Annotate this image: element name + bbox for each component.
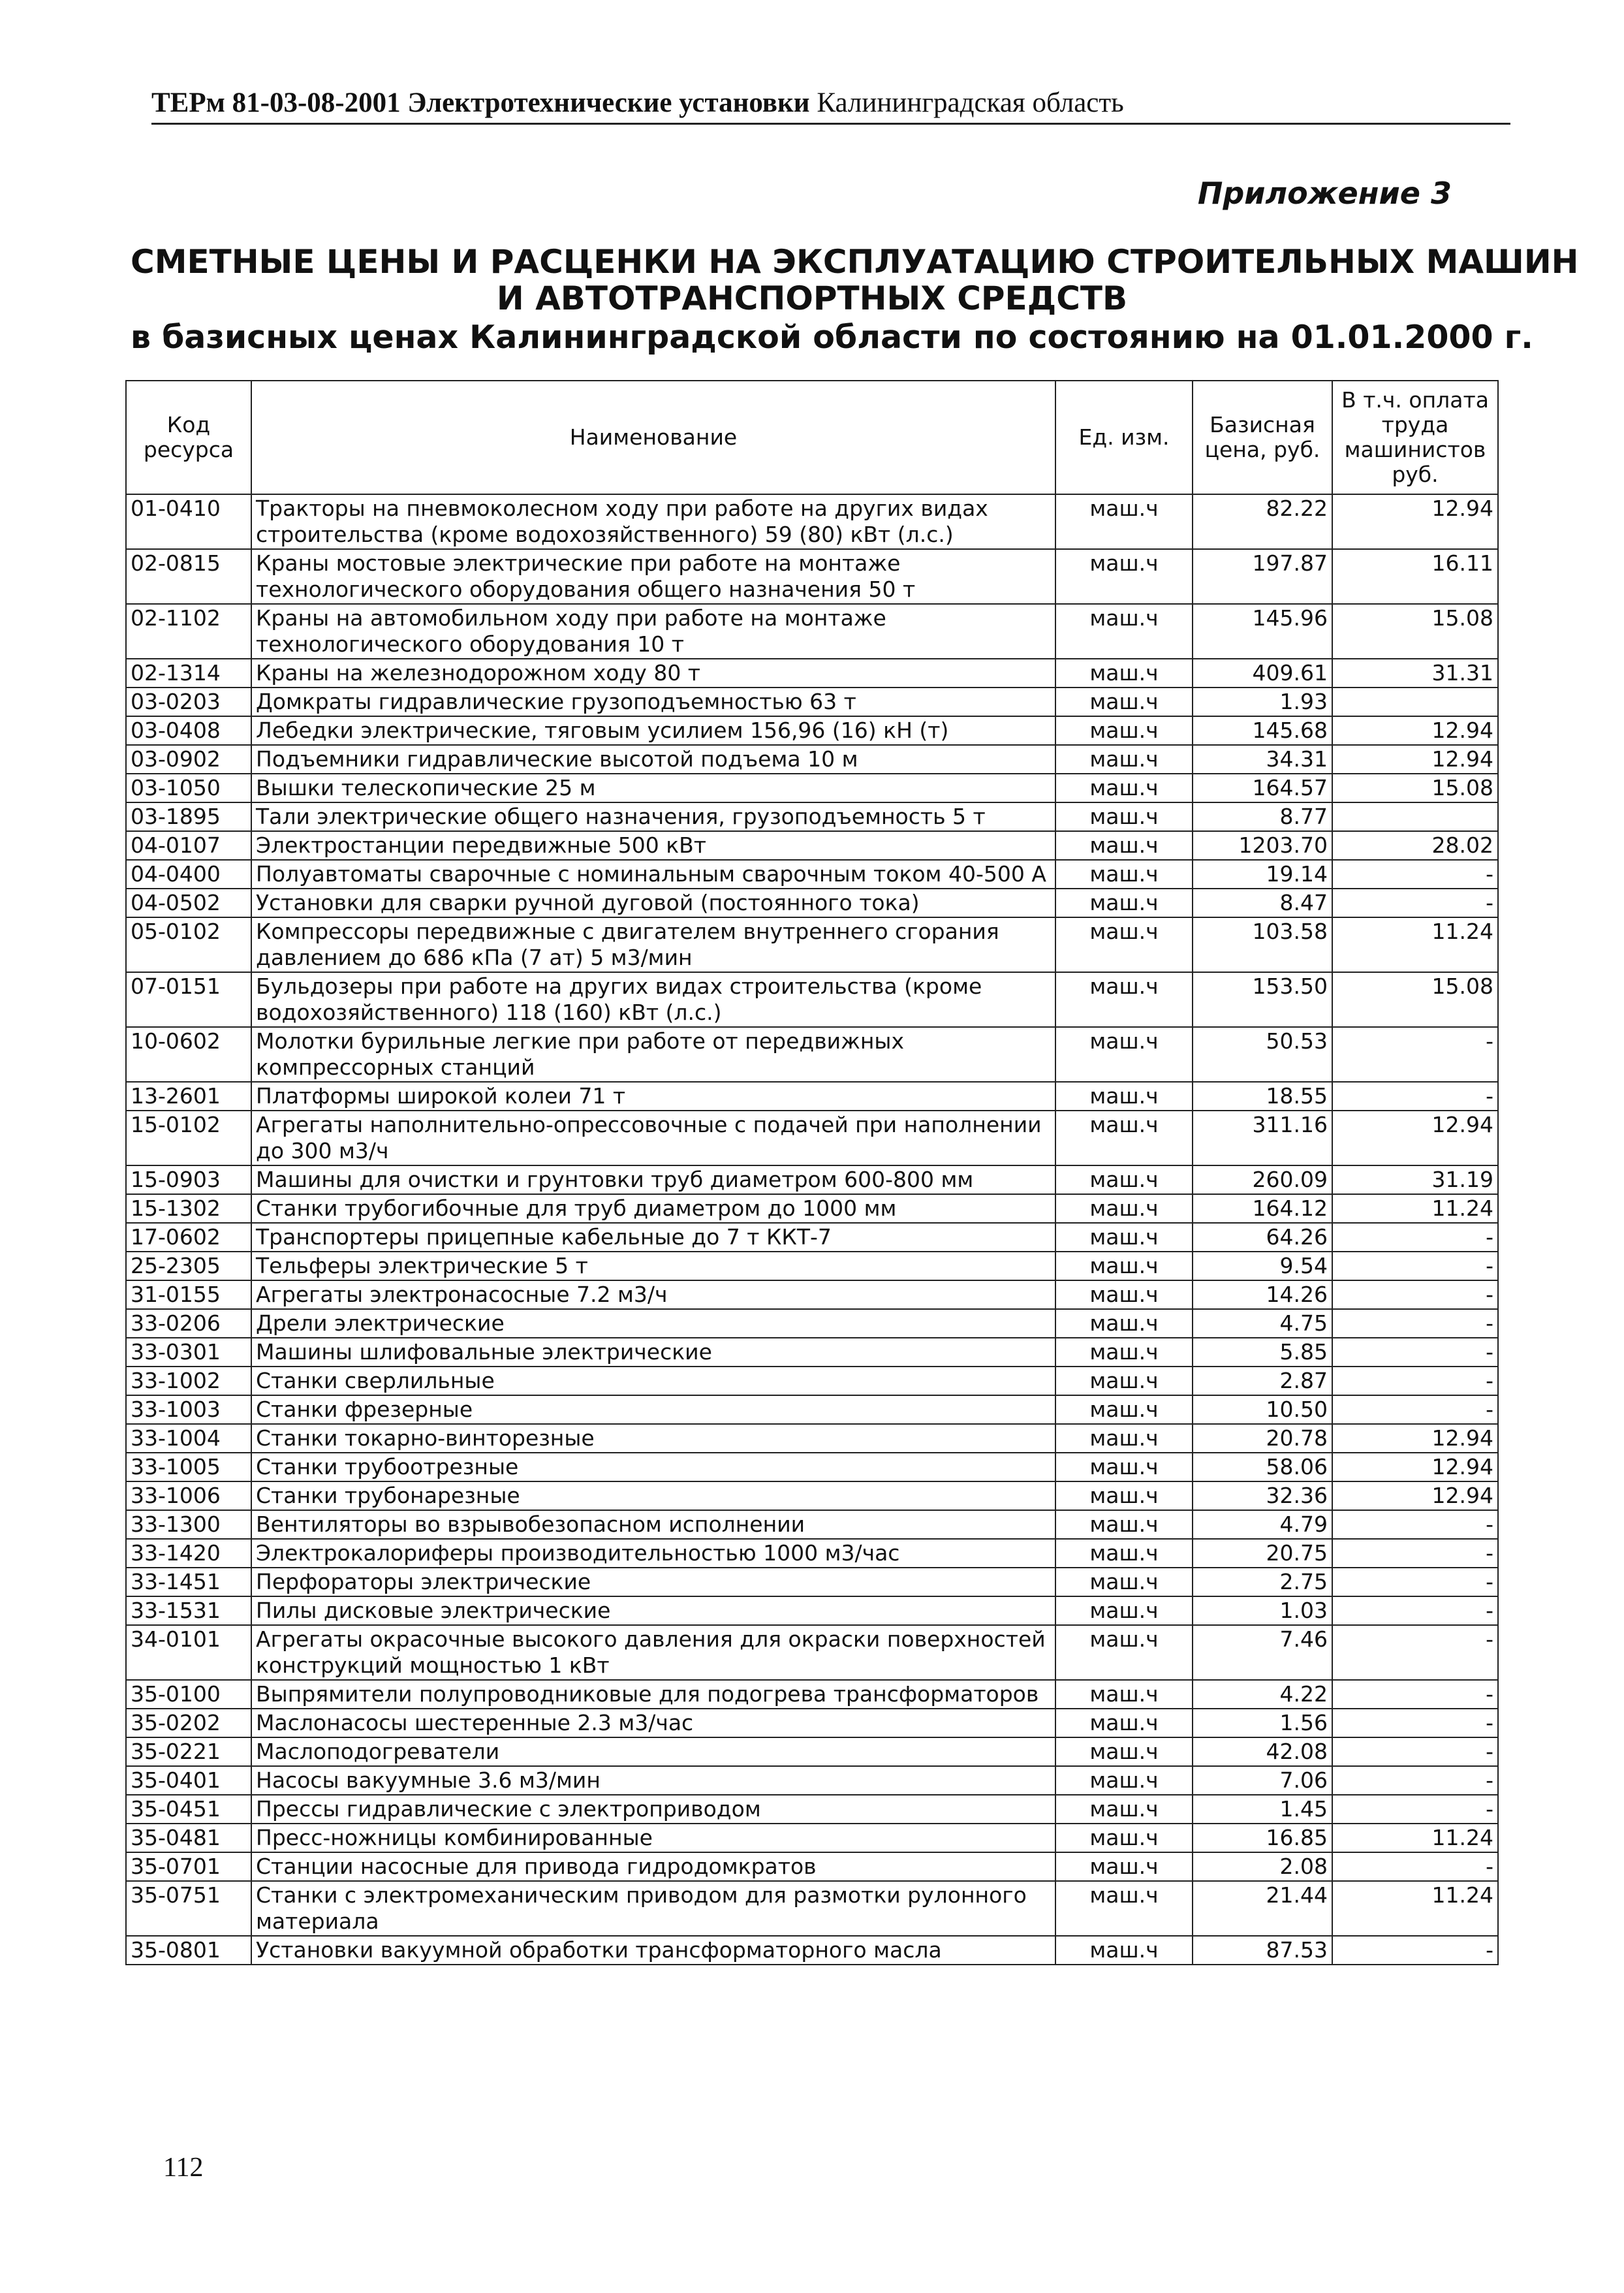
resource-code: 15-0903 bbox=[126, 1165, 251, 1194]
resource-name: Краны на автомобильном ходу при работе на монтаже технологического оборудования 10 т bbox=[251, 604, 1055, 659]
resource-code: 02-1314 bbox=[126, 659, 251, 688]
unit-of-measure: маш.ч bbox=[1055, 1280, 1193, 1309]
table-row bbox=[126, 745, 1498, 774]
table-row bbox=[126, 972, 1498, 1027]
resource-name: Электростанции передвижные 500 кВт bbox=[251, 831, 1055, 860]
operator-labor-cost: 12.94 bbox=[1332, 745, 1498, 774]
resource-code: 35-0100 bbox=[126, 1680, 251, 1709]
base-price: 58.06 bbox=[1193, 1453, 1332, 1481]
header-region: Калининградская область bbox=[817, 87, 1124, 118]
operator-labor-cost: - bbox=[1332, 1280, 1498, 1309]
resource-code: 05-0102 bbox=[126, 917, 251, 972]
base-price: 50.53 bbox=[1193, 1027, 1332, 1082]
operator-labor-cost: - bbox=[1332, 1709, 1498, 1737]
operator-labor-cost: - bbox=[1332, 1766, 1498, 1795]
operator-labor-cost: - bbox=[1332, 1680, 1498, 1709]
unit-of-measure: маш.ч bbox=[1055, 860, 1193, 889]
resource-code: 04-0107 bbox=[126, 831, 251, 860]
operator-labor-cost: - bbox=[1332, 1737, 1498, 1766]
unit-of-measure: маш.ч bbox=[1055, 745, 1193, 774]
resource-code: 33-1300 bbox=[126, 1510, 251, 1539]
resource-code: 01-0410 bbox=[126, 494, 251, 549]
resource-code: 04-0502 bbox=[126, 889, 251, 917]
resource-name: Прессы гидравлические с электроприводом bbox=[251, 1795, 1055, 1824]
base-price: 1.93 bbox=[1193, 688, 1332, 716]
table-body bbox=[126, 494, 1498, 1965]
unit-of-measure: маш.ч bbox=[1055, 1539, 1193, 1568]
operator-labor-cost: 12.94 bbox=[1332, 494, 1498, 549]
table-row bbox=[126, 1223, 1498, 1252]
base-price: 8.77 bbox=[1193, 802, 1332, 831]
base-price: 409.61 bbox=[1193, 659, 1332, 688]
resource-name: Агрегаты электронасосные 7.2 м3/ч bbox=[251, 1280, 1055, 1309]
resource-name: Выпрямители полупроводниковые для подогрева трансформаторов bbox=[251, 1680, 1055, 1709]
unit-of-measure: маш.ч bbox=[1055, 604, 1193, 659]
table-row bbox=[126, 494, 1498, 549]
operator-labor-cost: - bbox=[1332, 1936, 1498, 1965]
operator-labor-cost: - bbox=[1332, 1395, 1498, 1424]
resource-code: 07-0151 bbox=[126, 972, 251, 1027]
table-row bbox=[126, 1881, 1498, 1936]
base-price: 20.78 bbox=[1193, 1424, 1332, 1453]
resource-name: Станки сверлильные bbox=[251, 1367, 1055, 1395]
machine-rates-table bbox=[125, 380, 1499, 1965]
base-price: 1.45 bbox=[1193, 1795, 1332, 1824]
resource-code: 15-1302 bbox=[126, 1194, 251, 1223]
operator-labor-cost: - bbox=[1332, 1309, 1498, 1338]
resource-name: Домкраты гидравлические грузоподъемностью 63 т bbox=[251, 688, 1055, 716]
unit-of-measure: маш.ч bbox=[1055, 716, 1193, 745]
resource-name: Подъемники гидравлические высотой подъема 10 м bbox=[251, 745, 1055, 774]
table-row bbox=[126, 831, 1498, 860]
unit-of-measure: маш.ч bbox=[1055, 1881, 1193, 1936]
base-price: 20.75 bbox=[1193, 1539, 1332, 1568]
unit-of-measure: маш.ч bbox=[1055, 1852, 1193, 1881]
unit-of-measure: маш.ч bbox=[1055, 1194, 1193, 1223]
resource-code: 34-0101 bbox=[126, 1625, 251, 1680]
operator-labor-cost bbox=[1332, 688, 1498, 716]
resource-name: Агрегаты наполнительно-опрессовочные с подачей при наполнении до 300 м3/ч bbox=[251, 1111, 1055, 1165]
resource-name: Установки для сварки ручной дуговой (постоянного тока) bbox=[251, 889, 1055, 917]
unit-of-measure: маш.ч bbox=[1055, 1766, 1193, 1795]
resource-code: 31-0155 bbox=[126, 1280, 251, 1309]
unit-of-measure: маш.ч bbox=[1055, 1367, 1193, 1395]
table-row bbox=[126, 1824, 1498, 1852]
table-row bbox=[126, 1111, 1498, 1165]
unit-of-measure: маш.ч bbox=[1055, 1424, 1193, 1453]
base-price: 145.68 bbox=[1193, 716, 1332, 745]
table-row bbox=[126, 1082, 1498, 1111]
table-header-row bbox=[126, 381, 1498, 494]
header-code: Код ресурса bbox=[126, 381, 251, 494]
resource-code: 35-0481 bbox=[126, 1824, 251, 1852]
base-price: 153.50 bbox=[1193, 972, 1332, 1027]
resource-code: 03-0203 bbox=[126, 688, 251, 716]
table-row bbox=[126, 1510, 1498, 1539]
resource-code: 03-0902 bbox=[126, 745, 251, 774]
table-row bbox=[126, 549, 1498, 604]
operator-labor-cost: 11.24 bbox=[1332, 1881, 1498, 1936]
resource-code: 33-1005 bbox=[126, 1453, 251, 1481]
operator-labor-cost: 15.08 bbox=[1332, 604, 1498, 659]
resource-code: 33-1002 bbox=[126, 1367, 251, 1395]
resource-name: Краны на железнодорожном ходу 80 т bbox=[251, 659, 1055, 688]
operator-labor-cost: - bbox=[1332, 1596, 1498, 1625]
resource-code: 33-1003 bbox=[126, 1395, 251, 1424]
resource-name: Краны мостовые электрические при работе на монтаже технологического оборудования общего назначения 50 т bbox=[251, 549, 1055, 604]
appendix-label: Приложение 3 bbox=[1197, 176, 1452, 211]
operator-labor-cost: - bbox=[1332, 1082, 1498, 1111]
base-price: 311.16 bbox=[1193, 1111, 1332, 1165]
resource-code: 33-0301 bbox=[126, 1338, 251, 1367]
unit-of-measure: маш.ч bbox=[1055, 1824, 1193, 1852]
table-row bbox=[126, 1795, 1498, 1824]
unit-of-measure: маш.ч bbox=[1055, 1709, 1193, 1737]
table-row bbox=[126, 889, 1498, 917]
operator-labor-cost: 12.94 bbox=[1332, 1481, 1498, 1510]
resource-code: 04-0400 bbox=[126, 860, 251, 889]
base-price: 4.75 bbox=[1193, 1309, 1332, 1338]
resource-name: Станки токарно-винторезные bbox=[251, 1424, 1055, 1453]
operator-labor-cost: 12.94 bbox=[1332, 1111, 1498, 1165]
operator-labor-cost: 31.19 bbox=[1332, 1165, 1498, 1194]
title-line-3: в базисных ценах Калининградской области по состоянию на 01.01.2000 г. bbox=[131, 319, 1533, 356]
base-price: 103.58 bbox=[1193, 917, 1332, 972]
table-row bbox=[126, 659, 1498, 688]
header-unit: Ед. изм. bbox=[1055, 381, 1193, 494]
operator-labor-cost: - bbox=[1332, 1367, 1498, 1395]
unit-of-measure: маш.ч bbox=[1055, 831, 1193, 860]
resource-name: Лебедки электрические, тяговым усилием 156,96 (16) кН (т) bbox=[251, 716, 1055, 745]
header-doc-code: ТЕРм 81-03-08-2001 Электротехнические установки bbox=[151, 87, 810, 118]
resource-name: Вентиляторы во взрывобезопасном исполнении bbox=[251, 1510, 1055, 1539]
operator-labor-cost: 28.02 bbox=[1332, 831, 1498, 860]
operator-labor-cost: 12.94 bbox=[1332, 1453, 1498, 1481]
resource-name: Компрессоры передвижные с двигателем внутреннего сгорания давлением до 686 кПа (7 ат) 5 м3/мин bbox=[251, 917, 1055, 972]
base-price: 16.85 bbox=[1193, 1824, 1332, 1852]
unit-of-measure: маш.ч bbox=[1055, 1395, 1193, 1424]
resource-name: Станки трубогибочные для труб диаметром до 1000 мм bbox=[251, 1194, 1055, 1223]
table-row bbox=[126, 1338, 1498, 1367]
header-name: Наименование bbox=[251, 381, 1055, 494]
table-row bbox=[126, 1367, 1498, 1395]
operator-labor-cost: 15.08 bbox=[1332, 972, 1498, 1027]
resource-name: Транспортеры прицепные кабельные до 7 т ККТ-7 bbox=[251, 1223, 1055, 1252]
operator-labor-cost: - bbox=[1332, 1539, 1498, 1568]
table-row bbox=[126, 1766, 1498, 1795]
operator-labor-cost: 11.24 bbox=[1332, 1194, 1498, 1223]
resource-code: 33-1420 bbox=[126, 1539, 251, 1568]
header-price: Базисная цена, руб. bbox=[1193, 381, 1332, 494]
table-row bbox=[126, 1625, 1498, 1680]
unit-of-measure: маш.ч bbox=[1055, 1223, 1193, 1252]
unit-of-measure: маш.ч bbox=[1055, 1510, 1193, 1539]
table-row bbox=[126, 604, 1498, 659]
base-price: 2.87 bbox=[1193, 1367, 1332, 1395]
table-row bbox=[126, 1395, 1498, 1424]
base-price: 7.06 bbox=[1193, 1766, 1332, 1795]
base-price: 4.79 bbox=[1193, 1510, 1332, 1539]
operator-labor-cost: - bbox=[1332, 1568, 1498, 1596]
table-row bbox=[126, 1309, 1498, 1338]
resource-name: Пилы дисковые электрические bbox=[251, 1596, 1055, 1625]
operator-labor-cost: - bbox=[1332, 1338, 1498, 1367]
unit-of-measure: маш.ч bbox=[1055, 549, 1193, 604]
resource-name: Перфораторы электрические bbox=[251, 1568, 1055, 1596]
unit-of-measure: маш.ч bbox=[1055, 659, 1193, 688]
table-row bbox=[126, 1424, 1498, 1453]
unit-of-measure: маш.ч bbox=[1055, 1309, 1193, 1338]
header-labor: В т.ч. оплата труда машинистов руб. bbox=[1332, 381, 1498, 494]
resource-code: 02-1102 bbox=[126, 604, 251, 659]
base-price: 164.12 bbox=[1193, 1194, 1332, 1223]
table-row bbox=[126, 1539, 1498, 1568]
resource-name: Тельферы электрические 5 т bbox=[251, 1252, 1055, 1280]
unit-of-measure: маш.ч bbox=[1055, 1625, 1193, 1680]
operator-labor-cost bbox=[1332, 802, 1498, 831]
operator-labor-cost: - bbox=[1332, 1027, 1498, 1082]
resource-name: Агрегаты окрасочные высокого давления для окраски поверхностей конструкций мощностью 1 кВт bbox=[251, 1625, 1055, 1680]
running-header bbox=[151, 86, 1510, 125]
operator-labor-cost: 15.08 bbox=[1332, 774, 1498, 802]
operator-labor-cost: - bbox=[1332, 1625, 1498, 1680]
resource-code: 10-0602 bbox=[126, 1027, 251, 1082]
resource-name: Тали электрические общего назначения, грузоподъемность 5 т bbox=[251, 802, 1055, 831]
resource-code: 25-2305 bbox=[126, 1252, 251, 1280]
table-row bbox=[126, 1596, 1498, 1625]
resource-name: Машины для очистки и грунтовки труб диаметром 600-800 мм bbox=[251, 1165, 1055, 1194]
unit-of-measure: маш.ч bbox=[1055, 1111, 1193, 1165]
unit-of-measure: маш.ч bbox=[1055, 1795, 1193, 1824]
base-price: 5.85 bbox=[1193, 1338, 1332, 1367]
base-price: 1203.70 bbox=[1193, 831, 1332, 860]
operator-labor-cost: 12.94 bbox=[1332, 1424, 1498, 1453]
unit-of-measure: маш.ч bbox=[1055, 889, 1193, 917]
unit-of-measure: маш.ч bbox=[1055, 1252, 1193, 1280]
unit-of-measure: маш.ч bbox=[1055, 1481, 1193, 1510]
title-line-1: СМЕТНЫЕ ЦЕНЫ И РАСЦЕНКИ НА ЭКСПЛУАТАЦИЮ СТРОИТЕЛЬНЫХ МАШИН bbox=[131, 243, 1579, 281]
resource-code: 03-1895 bbox=[126, 802, 251, 831]
operator-labor-cost: 11.24 bbox=[1332, 917, 1498, 972]
operator-labor-cost: 16.11 bbox=[1332, 549, 1498, 604]
resource-name: Станки фрезерные bbox=[251, 1395, 1055, 1424]
unit-of-measure: маш.ч bbox=[1055, 688, 1193, 716]
base-price: 1.03 bbox=[1193, 1596, 1332, 1625]
resource-name: Полуавтоматы сварочные с номинальным сварочным током 40-500 А bbox=[251, 860, 1055, 889]
base-price: 32.36 bbox=[1193, 1481, 1332, 1510]
resource-code: 35-0202 bbox=[126, 1709, 251, 1737]
resource-name: Станки трубоотрезные bbox=[251, 1453, 1055, 1481]
resource-name: Маслонасосы шестеренные 2.3 м3/час bbox=[251, 1709, 1055, 1737]
unit-of-measure: маш.ч bbox=[1055, 494, 1193, 549]
resource-code: 02-0815 bbox=[126, 549, 251, 604]
resource-code: 33-1451 bbox=[126, 1568, 251, 1596]
table-row bbox=[126, 716, 1498, 745]
operator-labor-cost: - bbox=[1332, 1510, 1498, 1539]
unit-of-measure: маш.ч bbox=[1055, 1596, 1193, 1625]
unit-of-measure: маш.ч bbox=[1055, 972, 1193, 1027]
table-row bbox=[126, 1568, 1498, 1596]
table-row bbox=[126, 1737, 1498, 1766]
unit-of-measure: маш.ч bbox=[1055, 1936, 1193, 1965]
resource-name: Станки трубонарезные bbox=[251, 1481, 1055, 1510]
page-number: 112 bbox=[163, 2153, 204, 2183]
table-row bbox=[126, 802, 1498, 831]
base-price: 34.31 bbox=[1193, 745, 1332, 774]
unit-of-measure: маш.ч bbox=[1055, 802, 1193, 831]
resource-name: Дрели электрические bbox=[251, 1309, 1055, 1338]
operator-labor-cost: - bbox=[1332, 889, 1498, 917]
base-price: 197.87 bbox=[1193, 549, 1332, 604]
table-row bbox=[126, 1852, 1498, 1881]
resource-code: 35-0801 bbox=[126, 1936, 251, 1965]
unit-of-measure: маш.ч bbox=[1055, 1453, 1193, 1481]
resource-code: 33-1531 bbox=[126, 1596, 251, 1625]
operator-labor-cost: 12.94 bbox=[1332, 716, 1498, 745]
table-row bbox=[126, 1165, 1498, 1194]
resource-code: 33-0206 bbox=[126, 1309, 251, 1338]
unit-of-measure: маш.ч bbox=[1055, 1680, 1193, 1709]
operator-labor-cost: - bbox=[1332, 1852, 1498, 1881]
base-price: 14.26 bbox=[1193, 1280, 1332, 1309]
resource-code: 33-1006 bbox=[126, 1481, 251, 1510]
base-price: 9.54 bbox=[1193, 1252, 1332, 1280]
resource-code: 17-0602 bbox=[126, 1223, 251, 1252]
unit-of-measure: маш.ч bbox=[1055, 1737, 1193, 1766]
base-price: 42.08 bbox=[1193, 1737, 1332, 1766]
base-price: 145.96 bbox=[1193, 604, 1332, 659]
base-price: 1.56 bbox=[1193, 1709, 1332, 1737]
resource-code: 03-0408 bbox=[126, 716, 251, 745]
table-row bbox=[126, 860, 1498, 889]
table-row bbox=[126, 1709, 1498, 1737]
resource-name: Молотки бурильные легкие при работе от передвижных компрессорных станций bbox=[251, 1027, 1055, 1082]
resource-code: 35-0701 bbox=[126, 1852, 251, 1881]
unit-of-measure: маш.ч bbox=[1055, 917, 1193, 972]
table-row bbox=[126, 917, 1498, 972]
resource-name: Электрокалориферы производительностью 1000 м3/час bbox=[251, 1539, 1055, 1568]
table-row bbox=[126, 1252, 1498, 1280]
resource-name: Станки с электромеханическим приводом для размотки рулонного материала bbox=[251, 1881, 1055, 1936]
operator-labor-cost: 31.31 bbox=[1332, 659, 1498, 688]
table-row bbox=[126, 1936, 1498, 1965]
operator-labor-cost: - bbox=[1332, 1223, 1498, 1252]
base-price: 260.09 bbox=[1193, 1165, 1332, 1194]
unit-of-measure: маш.ч bbox=[1055, 1165, 1193, 1194]
resource-code: 33-1004 bbox=[126, 1424, 251, 1453]
base-price: 2.75 bbox=[1193, 1568, 1332, 1596]
resource-name: Бульдозеры при работе на других видах строительства (кроме водохозяйственного) 118 (160) кВт (л.с.) bbox=[251, 972, 1055, 1027]
resource-code: 13-2601 bbox=[126, 1082, 251, 1111]
base-price: 164.57 bbox=[1193, 774, 1332, 802]
resource-name: Насосы вакуумные 3.6 м3/мин bbox=[251, 1766, 1055, 1795]
table-row bbox=[126, 774, 1498, 802]
unit-of-measure: маш.ч bbox=[1055, 1568, 1193, 1596]
base-price: 19.14 bbox=[1193, 860, 1332, 889]
table-row bbox=[126, 1194, 1498, 1223]
base-price: 10.50 bbox=[1193, 1395, 1332, 1424]
resource-name: Тракторы на пневмоколесном ходу при работе на других видах строительства (кроме водохозяйственного) 59 (80) кВт (л.с.) bbox=[251, 494, 1055, 549]
resource-name: Машины шлифовальные электрические bbox=[251, 1338, 1055, 1367]
table-row bbox=[126, 688, 1498, 716]
base-price: 7.46 bbox=[1193, 1625, 1332, 1680]
resource-name: Установки вакуумной обработки трансформаторного масла bbox=[251, 1936, 1055, 1965]
base-price: 64.26 bbox=[1193, 1223, 1332, 1252]
title-line-2: И АВТОТРАНСПОРТНЫХ СРЕДСТВ bbox=[496, 279, 1128, 317]
table-row bbox=[126, 1680, 1498, 1709]
base-price: 2.08 bbox=[1193, 1852, 1332, 1881]
base-price: 18.55 bbox=[1193, 1082, 1332, 1111]
table-row bbox=[126, 1280, 1498, 1309]
resource-name: Платформы широкой колеи 71 т bbox=[251, 1082, 1055, 1111]
operator-labor-cost: 11.24 bbox=[1332, 1824, 1498, 1852]
resource-code: 35-0451 bbox=[126, 1795, 251, 1824]
table-row bbox=[126, 1027, 1498, 1082]
table-row bbox=[126, 1481, 1498, 1510]
resource-name: Пресс-ножницы комбинированные bbox=[251, 1824, 1055, 1852]
resource-name: Станции насосные для привода гидродомкратов bbox=[251, 1852, 1055, 1881]
unit-of-measure: маш.ч bbox=[1055, 1338, 1193, 1367]
resource-name: Маслоподогреватели bbox=[251, 1737, 1055, 1766]
unit-of-measure: маш.ч bbox=[1055, 1027, 1193, 1082]
operator-labor-cost: - bbox=[1332, 1252, 1498, 1280]
base-price: 82.22 bbox=[1193, 494, 1332, 549]
resource-name: Вышки телескопические 25 м bbox=[251, 774, 1055, 802]
operator-labor-cost: - bbox=[1332, 860, 1498, 889]
base-price: 87.53 bbox=[1193, 1936, 1332, 1965]
resource-code: 15-0102 bbox=[126, 1111, 251, 1165]
table-row bbox=[126, 1453, 1498, 1481]
resource-code: 35-0401 bbox=[126, 1766, 251, 1795]
resource-code: 35-0751 bbox=[126, 1881, 251, 1936]
resource-code: 35-0221 bbox=[126, 1737, 251, 1766]
base-price: 8.47 bbox=[1193, 889, 1332, 917]
resource-code: 03-1050 bbox=[126, 774, 251, 802]
base-price: 4.22 bbox=[1193, 1680, 1332, 1709]
unit-of-measure: маш.ч bbox=[1055, 1082, 1193, 1111]
unit-of-measure: маш.ч bbox=[1055, 774, 1193, 802]
operator-labor-cost: - bbox=[1332, 1795, 1498, 1824]
base-price: 21.44 bbox=[1193, 1881, 1332, 1936]
